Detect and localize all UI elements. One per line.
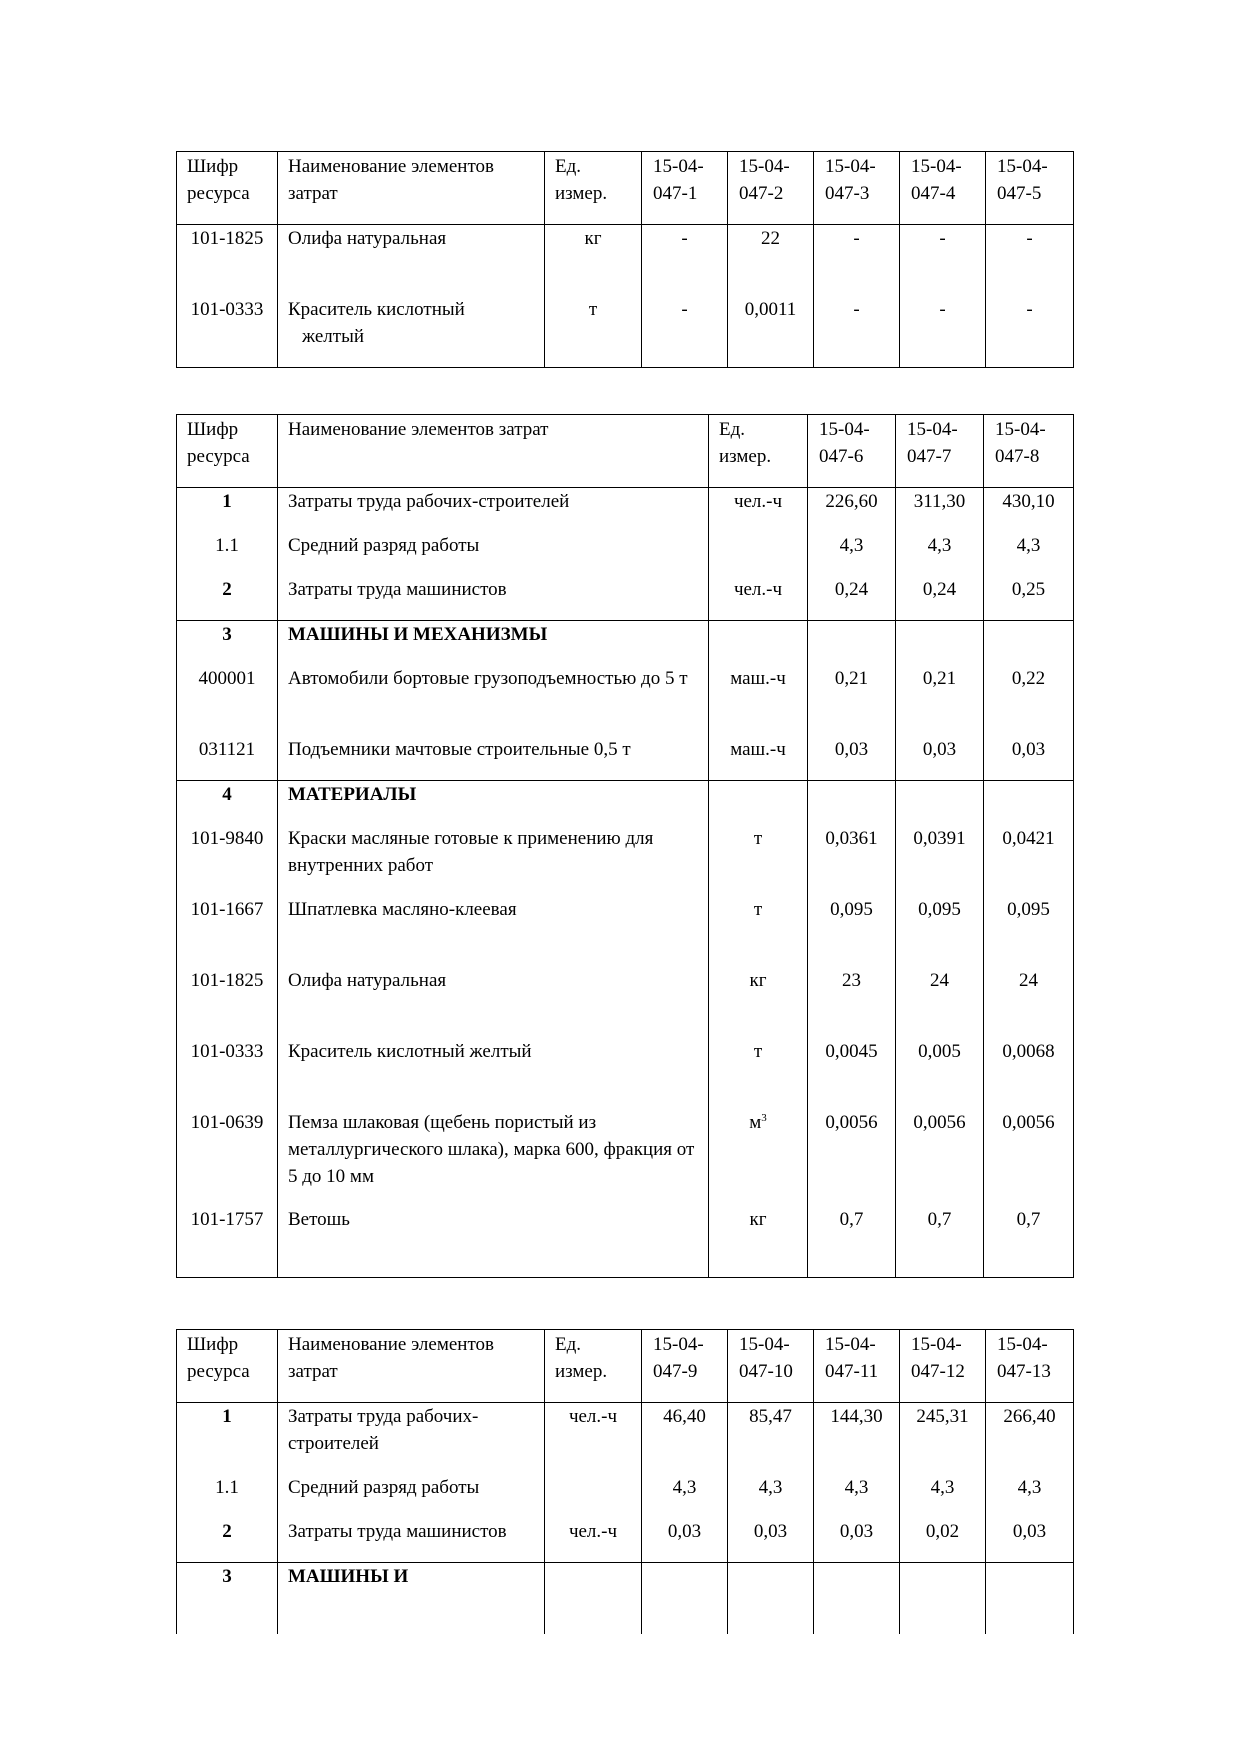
resource-name: Затраты труда машинистов [278,1518,545,1563]
column-header: 15-04-047-9 [642,1330,728,1403]
resource-code: 1.1 [177,532,278,576]
column-header: 15-04-047-6 [808,415,896,488]
value-cell: 0,7 [896,1206,984,1278]
column-header: 15-04-047-5 [986,152,1074,225]
value-cell: 0,095 [896,896,984,967]
table-row [177,967,1074,1038]
value-cell: 22 [728,225,814,297]
value-cell [896,621,984,666]
unit: т [709,1038,808,1109]
value-cell: 0,0068 [984,1038,1074,1109]
column-header: Наименование элементов затрат [278,1330,545,1403]
column-header: Наименование элементов затрат [278,415,709,488]
value-cell: 4,3 [986,1474,1074,1518]
resource-code: 1 [177,488,278,533]
value-cell: - [986,296,1074,368]
resource-name: Шпатлевка масляно-клеевая [278,896,709,967]
value-cell: 0,0391 [896,825,984,896]
unit: чел.-ч [545,1403,642,1475]
table-header-row [177,152,1074,225]
unit: кг [545,225,642,297]
value-cell: 0,22 [984,665,1074,736]
section-code: 3 [177,1563,278,1635]
resource-code: 101-1825 [177,225,278,297]
resource-code: 101-1667 [177,896,278,967]
table-row [177,488,1074,533]
value-cell: 4,3 [642,1474,728,1518]
resource-code: 101-1757 [177,1206,278,1278]
value-cell: 0,095 [984,896,1074,967]
unit [709,621,808,666]
value-cell: 0,095 [808,896,896,967]
resource-code: 1 [177,1403,278,1475]
value-cell: 0,25 [984,576,1074,621]
value-cell: - [642,225,728,297]
value-cell: 0,03 [986,1518,1074,1563]
column-header: Ед. измер. [545,1330,642,1403]
resource-code: 101-1825 [177,967,278,1038]
value-cell: 0,7 [984,1206,1074,1278]
resource-code: 101-9840 [177,825,278,896]
unit: т [709,896,808,967]
column-header: 15-04-047-1 [642,152,728,225]
value-cell: 0,0011 [728,296,814,368]
resource-code: 2 [177,1518,278,1563]
unit: чел.-ч [709,488,808,533]
section-title: МАШИНЫ И МЕХАНИЗМЫ [278,621,709,666]
table-row [177,1403,1074,1475]
value-cell: - [642,296,728,368]
resource-table-1 [176,151,1074,368]
resource-code: 1.1 [177,1474,278,1518]
column-header: Шифр ресурса [177,1330,278,1403]
unit: чел.-ч [545,1518,642,1563]
resource-name: Олифа натуральная [278,225,545,297]
resource-table-3 [176,1329,1074,1634]
value-cell: 0,7 [808,1206,896,1278]
value-cell [814,1563,900,1635]
value-cell: 0,24 [896,576,984,621]
value-cell: - [986,225,1074,297]
value-cell: 0,0045 [808,1038,896,1109]
value-cell: 0,0056 [896,1109,984,1206]
value-cell [642,1563,728,1635]
value-cell: 24 [896,967,984,1038]
unit [545,1474,642,1518]
column-header: Шифр ресурса [177,152,278,225]
value-cell: 0,0421 [984,825,1074,896]
resource-name: Краски масляные готовые к применению для внутренних работ [278,825,709,896]
resource-code: 101-0333 [177,296,278,368]
value-cell: 144,30 [814,1403,900,1475]
table-row [177,1518,1074,1563]
resource-table-2 [176,414,1074,1278]
value-cell [808,621,896,666]
section-row [177,1563,1074,1635]
column-header: 15-04-047-12 [900,1330,986,1403]
resource-name-line1: Краситель кислотный [288,299,465,320]
value-cell: 430,10 [984,488,1074,533]
resource-name: Автомобили бортовые грузоподъемностью до 5 т [278,665,709,736]
section-row [177,621,1074,666]
value-cell: - [814,225,900,297]
value-cell: 0,03 [896,736,984,781]
column-header: Ед. измер. [545,152,642,225]
resource-name: Подъемники мачтовые строительные 0,5 т [278,736,709,781]
unit [709,532,808,576]
resource-name: Средний разряд работы [278,1474,545,1518]
resource-code: 101-0639 [177,1109,278,1206]
table-header-row [177,415,1074,488]
unit: кг [709,967,808,1038]
value-cell: 0,0056 [808,1109,896,1206]
resource-name: Средний разряд работы [278,532,709,576]
value-cell: - [900,296,986,368]
value-cell: 85,47 [728,1403,814,1475]
table-row [177,532,1074,576]
value-cell: 311,30 [896,488,984,533]
value-cell [986,1563,1074,1635]
value-cell [900,1563,986,1635]
value-cell: - [814,296,900,368]
value-cell: 0,005 [896,1038,984,1109]
resource-code: 101-0333 [177,1038,278,1109]
column-header: 15-04-047-3 [814,152,900,225]
value-cell: 0,0056 [984,1109,1074,1206]
resource-name: Ветошь [278,1206,709,1278]
unit: кг [709,1206,808,1278]
value-cell: 24 [984,967,1074,1038]
value-cell [808,781,896,826]
resource-code: 400001 [177,665,278,736]
table-row [177,296,1074,368]
table-row [177,1109,1074,1206]
table-row [177,665,1074,736]
section-code: 3 [177,621,278,666]
resource-name-line2: желтый [302,326,365,347]
unit [709,781,808,826]
unit: т [709,825,808,896]
value-cell: 266,40 [986,1403,1074,1475]
value-cell: 0,03 [642,1518,728,1563]
value-cell: 4,3 [896,532,984,576]
value-cell [984,781,1074,826]
column-header: 15-04-047-2 [728,152,814,225]
section-title: МАТЕРИАЛЫ [278,781,709,826]
resource-name [278,296,545,368]
value-cell [896,781,984,826]
resource-name: Затраты труда рабочих-строителей [278,1403,545,1475]
table-header-row [177,1330,1074,1403]
value-cell: 4,3 [728,1474,814,1518]
value-cell: 4,3 [814,1474,900,1518]
resource-name: Краситель кислотный желтый [278,1038,709,1109]
column-header: Шифр ресурса [177,415,278,488]
value-cell [984,621,1074,666]
column-header: 15-04-047-10 [728,1330,814,1403]
value-cell: 4,3 [808,532,896,576]
table-row [177,1474,1074,1518]
section-code: 4 [177,781,278,826]
column-header: 15-04-047-13 [986,1330,1074,1403]
unit: $м^3$ [709,1109,808,1206]
value-cell: 46,40 [642,1403,728,1475]
value-cell: 23 [808,967,896,1038]
column-header: Наименование элементов затрат [278,152,545,225]
unit: маш.-ч [709,736,808,781]
value-cell: - [900,225,986,297]
value-cell: 0,0361 [808,825,896,896]
value-cell: 0,21 [808,665,896,736]
column-header: Ед. измер. [709,415,808,488]
value-cell: 0,02 [900,1518,986,1563]
resource-name: Затраты труда машинистов [278,576,709,621]
value-cell: 0,03 [814,1518,900,1563]
column-header: 15-04-047-7 [896,415,984,488]
section-row [177,781,1074,826]
unit: чел.-ч [709,576,808,621]
value-cell: 245,31 [900,1403,986,1475]
value-cell: 226,60 [808,488,896,533]
value-cell: 4,3 [900,1474,986,1518]
resource-code: 031121 [177,736,278,781]
table-row [177,576,1074,621]
value-cell [728,1563,814,1635]
value-cell: 0,24 [808,576,896,621]
unit: т [545,296,642,368]
section-title: МАШИНЫ И [278,1563,545,1635]
resource-name: Пемза шлаковая (щебень пористый из металлургического шлака), марка 600, фракция от 5 до 10 мм [278,1109,709,1206]
table-row [177,736,1074,781]
table-row [177,225,1074,297]
resource-name: Затраты труда рабочих-строителей [278,488,709,533]
resource-code: 2 [177,576,278,621]
unit: маш.-ч [709,665,808,736]
table-row [177,825,1074,896]
table-row [177,1206,1074,1278]
value-cell: 0,21 [896,665,984,736]
value-cell: 0,03 [728,1518,814,1563]
column-header: 15-04-047-11 [814,1330,900,1403]
column-header: 15-04-047-8 [984,415,1074,488]
value-cell: 0,03 [984,736,1074,781]
table-row [177,896,1074,967]
column-header: 15-04-047-4 [900,152,986,225]
unit [545,1563,642,1635]
value-cell: 0,03 [808,736,896,781]
value-cell: 4,3 [984,532,1074,576]
table-row [177,1038,1074,1109]
resource-name: Олифа натуральная [278,967,709,1038]
